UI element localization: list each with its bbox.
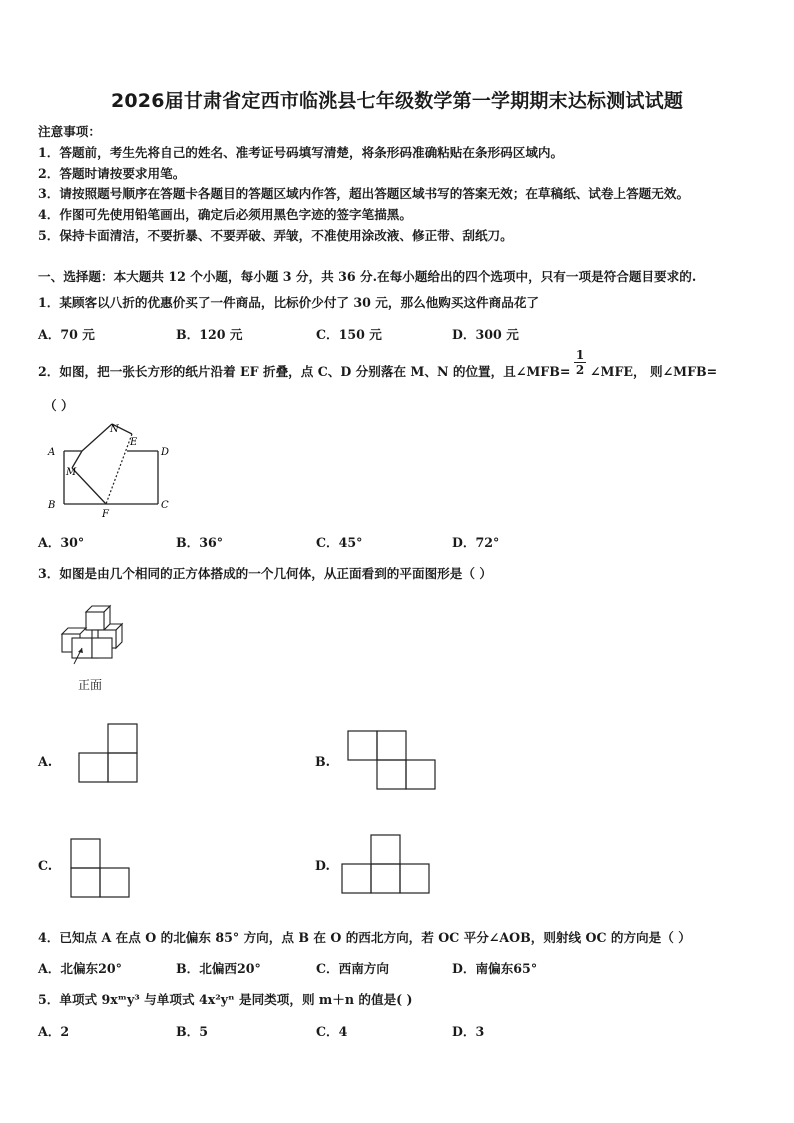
question-4-option-c: C．西南方向 — [316, 961, 389, 976]
question-5-stem: 5．单项式 9xᵐy³ 与单项式 4x²yⁿ 是同类项，则 m＋n 的值是( ) — [38, 992, 413, 1007]
label-d: D — [161, 447, 170, 458]
front-view-label: 正面 — [78, 678, 103, 692]
notice-item-4: 4．作图可先使用铅笔画出，确定后必须用黑色字迹的签字笔描黑。 — [38, 207, 412, 222]
crease-ef — [106, 434, 132, 504]
top-cube-front — [86, 612, 104, 630]
fraction-denominator: 2 — [575, 363, 585, 377]
option-c-shape — [70, 838, 132, 900]
option-a-shape — [78, 723, 140, 785]
section-heading: 一、选择题：本大题共 12 个小题，每小题 3 分，共 36 分.在每小题给出的四个选项中，只有一项是符合题目要求的. — [38, 269, 697, 284]
option-b-shape — [347, 730, 439, 792]
question-2-stem-a: 2．如图，把一张长方形的纸片沿着 EF 折叠，点 C、D 分别落在 M、N 的位置，且∠MFB= — [38, 364, 571, 379]
question-4-option-b: B．北偏西20° — [176, 961, 261, 976]
question-2-option-b: B．36° — [176, 535, 224, 550]
fold-edge-top — [82, 424, 112, 451]
notice-item-5: 5．保持卡面清洁，不要折暴、不要弄破、弄皱，不准使用涂改液、修正带、刮纸刀。 — [38, 228, 513, 243]
page-title: 2026届甘肃省定西市临洮县七年级数学第一学期期末达标测试试题 — [110, 90, 684, 112]
question-3-stem: 3．如图是由几个相同的正方体搭成的一个几何体，从正面看到的平面图形是（ ） — [38, 566, 492, 581]
question-3-option-c: C. — [38, 858, 53, 873]
label-b: B — [48, 500, 56, 511]
question-3-option-d: D. — [315, 858, 330, 873]
question-3-option-b: B. — [315, 754, 331, 769]
cube-solid-figure — [58, 604, 130, 666]
question-4-stem: 4．已知点 A 在点 O 的北偏东 85° 方向，点 B 在 O 的西北方向，若 OC 平分∠AOB，则射线 OC 的方向是（ ） — [38, 930, 691, 945]
label-m: M — [66, 467, 77, 478]
notice-item-2: 2．答题时请按要求用笔。 — [38, 166, 186, 181]
question-1-stem: 1．某顾客以八折的优惠价买了一件商品，比标价少付了 30 元，那么他购买这件商品花了 — [38, 295, 540, 310]
fold-figure — [44, 420, 174, 520]
question-1-option-a: A．70 元 — [38, 327, 95, 342]
label-n: N — [110, 424, 119, 435]
label-f: F — [102, 509, 109, 520]
notice-item-3: 3．请按照题号顺序在答题卡各题目的答题区域内作答，超出答题区域书写的答案无效；在草稿纸、试卷上答题无效。 — [38, 186, 690, 201]
question-5-option-c: C．4 — [316, 1024, 348, 1039]
question-5-option-a: A．2 — [38, 1024, 70, 1039]
front-right-cube-front — [92, 638, 112, 658]
question-4-option-d: D．南偏东65° — [452, 961, 538, 976]
question-2-paren: （ ） — [44, 398, 74, 413]
question-2-option-a: A．30° — [38, 535, 85, 550]
fold-edge-mf — [72, 468, 106, 504]
option-d-shape — [341, 834, 433, 896]
notice-item-1: 1．答题前，考生先将自己的姓名、准考证号码填写清楚，将条形码准确粘贴在条形码区域内。 — [38, 145, 564, 160]
question-1-option-d: D．300 元 — [452, 327, 519, 342]
fraction — [574, 348, 586, 377]
question-4-option-a: A．北偏东20° — [38, 961, 122, 976]
question-5-option-b: B．5 — [176, 1024, 209, 1039]
fold-edge-nm — [72, 451, 82, 468]
fraction-numerator: 1 — [575, 348, 585, 362]
label-a: A — [48, 447, 56, 458]
question-1-option-c: C．150 元 — [316, 327, 382, 342]
question-5-option-d: D．3 — [452, 1024, 485, 1039]
question-1-option-b: B．120 元 — [176, 327, 243, 342]
left-cube-top — [62, 628, 86, 634]
label-e: E — [130, 437, 138, 448]
notice-heading: 注意事项： — [38, 124, 101, 139]
question-2-option-c: C．45° — [316, 535, 363, 550]
question-3-option-a: A. — [38, 754, 53, 769]
question-2-option-d: D．72° — [452, 535, 500, 550]
question-2-stem-b: ∠MFE， 则∠MFB= — [590, 364, 718, 379]
label-c: C — [161, 500, 169, 511]
